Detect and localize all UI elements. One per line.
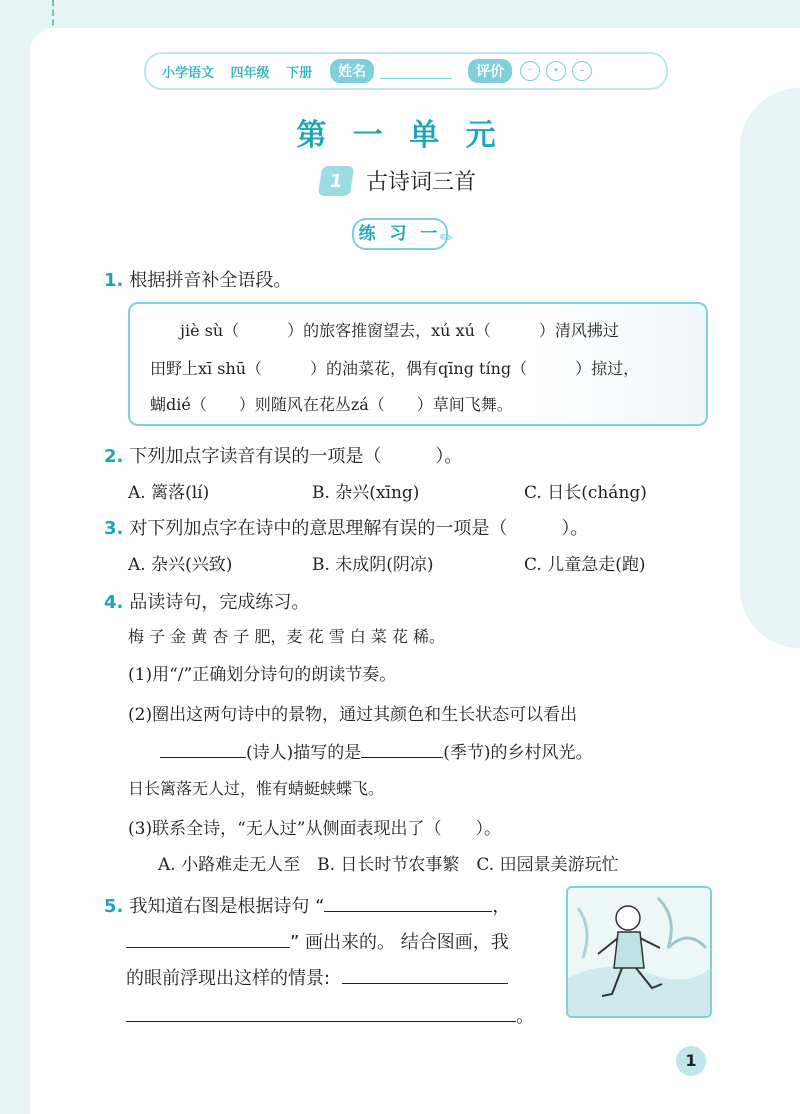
passage-line[interactable]: 田野上xī shū（ ）的油菜花，偶有qīng tíng（ ）掠过， (150, 359, 640, 378)
subject-label: 小学语文 (162, 65, 215, 81)
sub-question-2: (2)圈出这两句诗中的景物，通过其颜色和生长状态可以看出 (128, 705, 578, 725)
running-child-illustration (568, 888, 710, 1016)
poem-illustration (566, 886, 712, 1018)
grade-label: 四年级 (230, 65, 270, 81)
scene-blank-2[interactable] (126, 1021, 516, 1022)
question-2 (104, 442, 462, 468)
q5-line-2-text: ” 画出来的。 结合图画，我 (290, 932, 509, 953)
question-4 (104, 588, 309, 614)
question-1 (104, 266, 291, 292)
rating-faces (520, 61, 592, 81)
poet-blank[interactable] (160, 757, 246, 758)
pinyin-passage-box (128, 302, 708, 426)
option-c[interactable]: C. 日长(cháng) (524, 483, 647, 503)
practice-label: 练 习 一 (352, 218, 448, 250)
question-prompt[interactable]: 下列加点字读音有误的一项是（ ）。 (129, 446, 463, 467)
sub-question-3-options[interactable]: A. 小路难走无人至 B. 日长时节农事繁 C. 田园景美游玩忙 (158, 855, 619, 875)
q5-line-3-text: 的眼前浮现出这样的情景: (126, 968, 331, 989)
option-c[interactable]: C. 儿童急走(跑) (524, 555, 646, 575)
question-number: 2. (104, 446, 124, 467)
lesson-heading (320, 165, 476, 196)
sub-question-3[interactable]: (3)联系全诗，“无人过”从侧面表现出了（ ）。 (128, 819, 501, 839)
smile-face-icon[interactable]: ᵕ (520, 61, 540, 81)
header-bar (144, 52, 668, 90)
name-label: 姓名 (330, 59, 374, 83)
q5-line-2 (126, 928, 509, 954)
sub-question-1: (1)用“/”正确划分诗句的朗读节奏。 (128, 665, 397, 685)
poem-line-2: 日长篱落无人过，惟有蜻蜓蛱蝶飞。 (128, 779, 385, 798)
question-number: 4. (104, 592, 124, 613)
poem-line-1: 梅 子 金 黄 杏 子 肥，麦 花 雪 白 菜 花 稀。 (128, 627, 446, 646)
option-b[interactable]: B. 未成阴(阴凉) (312, 555, 434, 575)
sub-question-2-blanks (160, 738, 593, 763)
option-b[interactable]: B. 杂兴(xīng) (312, 483, 420, 503)
lesson-number-badge: 1 (318, 166, 354, 196)
lesson-title: 古诗词三首 (366, 170, 477, 195)
q5-line-1-end: ， (492, 896, 511, 917)
blank-suffix-2: (季节)的乡村风光。 (443, 743, 593, 763)
breadcrumb (162, 62, 324, 81)
season-blank[interactable] (361, 757, 443, 758)
page-number: 1 (676, 1046, 706, 1076)
poem-blank-2[interactable] (126, 947, 290, 948)
volume-label: 下册 (286, 65, 313, 81)
scene-blank-1[interactable] (342, 983, 508, 984)
passage-line[interactable]: 蝴dié（ ）则随风在花丛zá（ ）草间飞舞。 (150, 395, 513, 414)
poem-blank-1[interactable] (324, 911, 492, 912)
rating-label: 评价 (468, 59, 512, 83)
question-5 (104, 892, 510, 918)
neutral-face-icon[interactable]: • (546, 61, 566, 81)
option-a[interactable]: A. 篱落(lí) (128, 483, 210, 503)
name-field[interactable] (380, 64, 452, 79)
pencil-icon: ✎ (435, 225, 458, 250)
passage-line[interactable]: jiè sù（ ）的旅客推窗望去，xú xú（ ）清风拂过 (180, 321, 619, 340)
question-prompt: 根据拼音补全语段。 (129, 270, 292, 291)
unit-title: 第 一 单 元 (296, 118, 504, 153)
option-a[interactable]: A. 杂兴(兴致) (128, 555, 233, 575)
blank-suffix-1: (诗人)描写的是 (246, 743, 362, 763)
question-number: 3. (104, 518, 124, 539)
q5-line-3 (126, 964, 508, 990)
q5-line-4 (126, 1002, 534, 1028)
q5-line-4-end: 。 (516, 1006, 534, 1027)
question-prompt: 品读诗句，完成练习。 (129, 592, 310, 613)
plain-face-icon[interactable]: – (572, 61, 592, 81)
question-number: 1. (104, 270, 124, 291)
question-prompt[interactable]: 对下列加点字在诗中的意思理解有误的一项是（ ）。 (129, 518, 589, 539)
question-number: 5. (104, 896, 124, 917)
question-3 (104, 514, 588, 540)
q5-line-1: 我知道右图是根据诗句 “ (129, 896, 325, 917)
